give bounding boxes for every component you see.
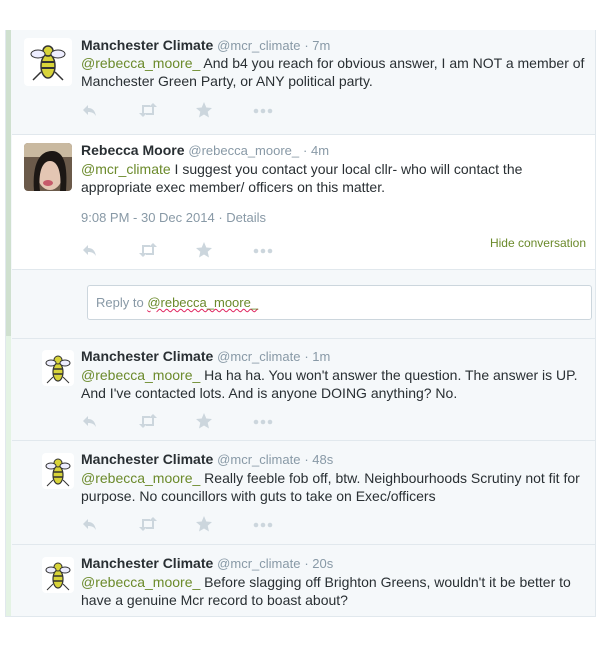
mention-link[interactable]: @rebecca_moore_: [81, 367, 201, 383]
favorite-icon[interactable]: [195, 515, 252, 533]
reply-icon[interactable]: [81, 241, 138, 259]
user-handle[interactable]: @rebecca_moore_: [188, 143, 300, 158]
retweet-icon[interactable]: [138, 515, 195, 533]
tweet-header: [81, 348, 330, 364]
more-icon[interactable]: [252, 515, 309, 533]
tweet-actions: [81, 412, 309, 430]
tweet-time[interactable]: · 20s: [304, 556, 334, 571]
retweet-icon[interactable]: [138, 241, 195, 259]
user-handle[interactable]: @mcr_climate: [217, 556, 301, 571]
avatar-bee[interactable]: [42, 453, 74, 489]
retweet-icon[interactable]: [138, 412, 195, 430]
details-link[interactable]: Details: [226, 210, 267, 225]
tweet[interactable]: [12, 30, 595, 135]
tweet-time[interactable]: · 7m: [304, 38, 331, 53]
avatar-photo[interactable]: [24, 143, 72, 191]
conversation-panel: [5, 30, 596, 617]
tweet-actions: [81, 515, 309, 533]
mention-link[interactable]: @rebecca_moore_: [81, 470, 201, 486]
tweet-header: [81, 37, 330, 53]
conversation-accent-bar: [6, 30, 11, 336]
user-name[interactable]: Manchester Climate: [81, 348, 214, 364]
user-handle[interactable]: @mcr_climate: [217, 452, 301, 467]
user-name[interactable]: Manchester Climate: [81, 451, 214, 467]
reply-mention: @rebecca_moore_: [147, 295, 259, 310]
tweet-header: [81, 555, 333, 571]
reply-area: [12, 270, 595, 339]
avatar-bee[interactable]: [24, 38, 72, 86]
tweet[interactable]: [12, 441, 595, 545]
favorite-icon[interactable]: [195, 412, 252, 430]
tweet-text: @mcr_climate I suggest you contact your local cllr- who will contact the appropriate exec member/ officers on this matter.: [81, 161, 523, 195]
more-icon[interactable]: [252, 101, 309, 119]
avatar-bee[interactable]: [42, 350, 74, 386]
tweet-header: [81, 451, 333, 467]
tweet-text: @rebecca_moore_ Really feeble fob off, btw. Neighbourhoods Scrutiny not fit for purpose. No councillors with guts to take on Exec/officers: [81, 470, 580, 504]
tweet-text: @rebecca_moore_ And b4 you reach for obvious answer, I am NOT a member of Manchester Green Party, or ANY political party.: [81, 55, 585, 89]
favorite-icon[interactable]: [195, 101, 252, 119]
favorite-icon[interactable]: [195, 241, 252, 259]
tweet-text: @rebecca_moore_ Ha ha ha. You won't answer the question. The answer is UP. And I've contacted lots. And is anyone DOING anything? No.: [81, 367, 578, 401]
tweet-actions: [81, 241, 309, 259]
mention-link[interactable]: @mcr_climate: [81, 161, 171, 177]
mention-link[interactable]: @rebecca_moore_: [81, 55, 201, 71]
tweet-timestamp[interactable]: 9:08 PM - 30 Dec 2014: [81, 210, 215, 225]
user-handle[interactable]: @mcr_climate: [217, 349, 301, 364]
reply-icon[interactable]: [81, 412, 138, 430]
conversation-accent-bar-lower: [6, 336, 11, 617]
user-handle[interactable]: @mcr_climate: [217, 38, 301, 53]
retweet-icon[interactable]: [138, 101, 195, 119]
mention-link[interactable]: @rebecca_moore_: [81, 574, 201, 590]
reply-icon[interactable]: [81, 515, 138, 533]
tweet-time[interactable]: · 1m: [304, 349, 331, 364]
user-name[interactable]: Manchester Climate: [81, 37, 214, 53]
tweet[interactable]: [12, 545, 595, 617]
tweet-meta: 9:08 PM - 30 Dec 2014 · Details: [81, 210, 267, 225]
more-icon[interactable]: [252, 241, 309, 259]
avatar-bee[interactable]: [42, 557, 74, 593]
tweet-time[interactable]: · 48s: [304, 452, 334, 467]
tweet-text: @rebecca_moore_ Before slagging off Brighton Greens, wouldn't it be better to have a genuine Mcr record to boast about?: [81, 574, 571, 608]
tweet-header: [81, 142, 329, 158]
reply-icon[interactable]: [81, 101, 138, 119]
more-icon[interactable]: [252, 412, 309, 430]
tweet[interactable]: [12, 338, 595, 441]
tweet-expanded[interactable]: [12, 135, 595, 270]
hide-conversation-link[interactable]: Hide conversation: [489, 236, 586, 250]
reply-input[interactable]: Reply to @rebecca_moore_: [87, 285, 592, 320]
user-name[interactable]: Rebecca Moore: [81, 142, 185, 158]
user-name[interactable]: Manchester Climate: [81, 555, 214, 571]
tweet-time[interactable]: · 4m: [303, 143, 330, 158]
tweet-actions: [81, 101, 309, 119]
